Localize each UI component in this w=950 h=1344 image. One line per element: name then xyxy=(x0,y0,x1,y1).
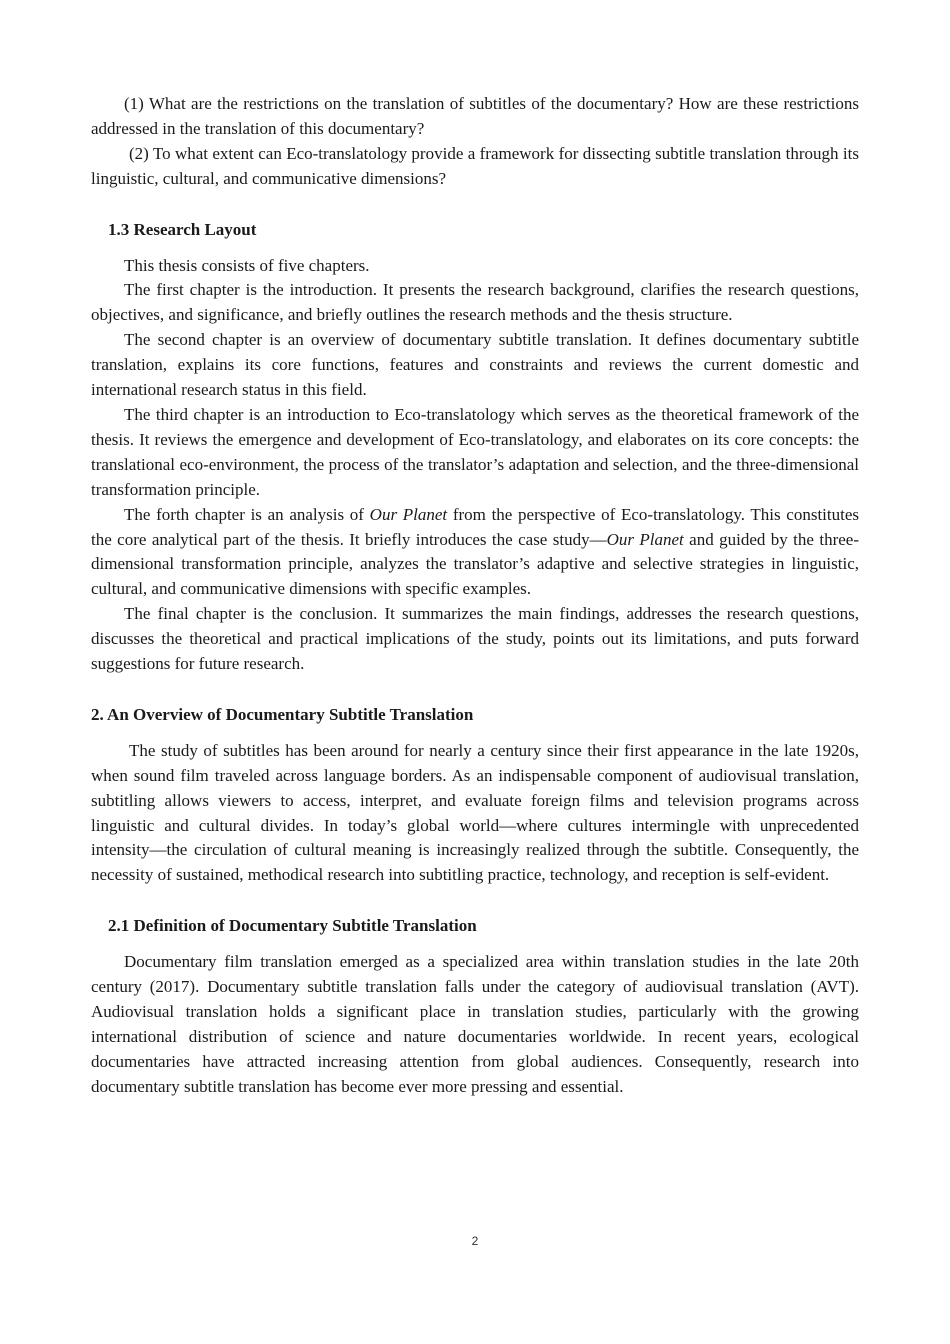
chapter-one-paragraph: The first chapter is the introduction. It presents the research background, clarifies the research questions, objectives, and significance, and briefly outlines the research methods and the thesis structure. xyxy=(91,280,859,325)
overview-paragraph: The study of subtitles has been around for nearly a century since their first appearance in the late 1920s, when sound film traveled across language borders. As an indispensable component of audiovisual translation, subtitling allows viewers to access, interpret, and evaluate foreign films and television programs across linguistic and cultural divides. In today’s global world—where cultures intermingle with unprecedented intensity—the circulation of cultural meaning is increasingly realized through the subtitle. Consequently, the necessity of sustained, methodical research into subtitling practice, technology, and reception is self-evident. xyxy=(91,740,859,885)
layout-intro: This thesis consists of five chapters. xyxy=(124,255,370,275)
chapter-four-paragraph xyxy=(91,503,859,603)
research-question-2: (2) To what extent can Eco-translatology provide a framework for dissecting subtitle translation through its linguistic, cultural, and communicative dimensions? xyxy=(91,143,859,188)
section-heading-2: 2. An Overview of Documentary Subtitle Translation xyxy=(91,704,474,724)
research-question-1: (1) What are the restrictions on the translation of subtitles of the documentary? How are these restrictions addressed in the translation of this documentary? xyxy=(91,94,859,138)
chapter-five-paragraph: The final chapter is the conclusion. It summarizes the main findings, addresses the research questions, discusses the theoretical and practical implications of the study, points out its limitations, and puts forward suggestions for future research. xyxy=(91,604,859,674)
definition-paragraph: Documentary film translation emerged as a specialized area within translation studies in the late 20th century (2017). Documentary subtitle translation falls under the category of audiovisual translation (AVT). Audiovisual translation holds a significant place in translation studies, particularly with the growing international distribution of science and nature documentaries worldwide. In recent years, ecological documentaries have attracted increasing attention from global audiences. Consequently, research into documentary subtitle translation has become ever more pressing and essential. xyxy=(91,952,859,1096)
chapter-four-text-b: from the perspective of Eco-translatology. This constitutes the core analytical part of the thesis. It briefly introduces the case study— xyxy=(91,504,859,549)
documentary-title: Our Planet xyxy=(606,529,684,549)
chapter-three-paragraph: The third chapter is an introduction to Eco-translatology which serves as the theoretical framework of the thesis. It reviews the emergence and development of Eco-translatology, and elaborates on its core concepts: the translational eco-environment, the process of the translator’s adaptation and selection, and the three-dimensional transformation principle. xyxy=(91,404,859,499)
page-number: 2 xyxy=(471,1234,479,1248)
documentary-title: Our Planet xyxy=(369,504,448,524)
chapter-four-text-a: The forth chapter is an analysis of xyxy=(124,504,370,524)
chapter-two-paragraph: The second chapter is an overview of documentary subtitle translation. It defines documentary subtitle translation, explains its core functions, features and constraints and reviews the current domestic and international research status in this field. xyxy=(91,330,859,400)
page-content xyxy=(91,92,859,1100)
section-heading-1-3: 1.3 Research Layout xyxy=(108,219,257,239)
section-heading-2-1: 2.1 Definition of Documentary Subtitle Translation xyxy=(108,916,477,936)
chapter-four-text-c: and guided by the three-dimensional transformation principle, analyzes the translator’s adaptive and selective strategies in linguistic, cultural, and communicative dimensions with specific examples. xyxy=(91,529,859,599)
